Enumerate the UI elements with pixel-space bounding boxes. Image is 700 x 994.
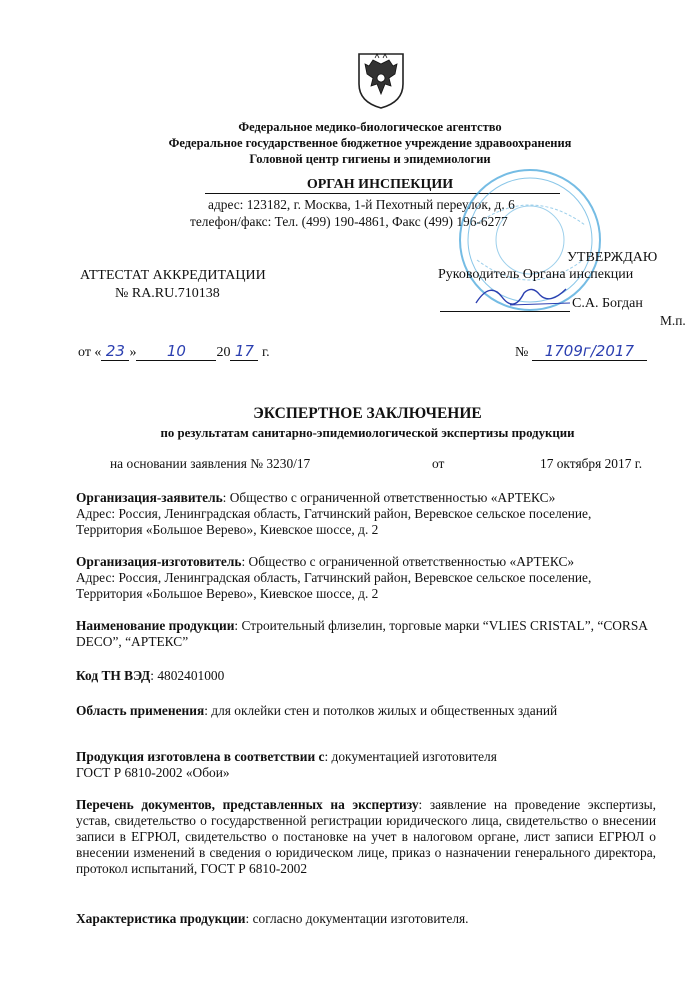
signature-icon <box>470 275 580 311</box>
applicant-address: Адрес: Россия, Ленинградская область, Гатчинский район, Веревское сельское поселение, Территория «Большое Верево», Киевское шоссе, д. 2 <box>76 506 592 537</box>
date-year: 17 <box>230 342 258 361</box>
basis-date: 17 октября 2017 г. <box>540 456 643 471</box>
basis-from: от <box>432 456 445 471</box>
product-section: Наименование продукции: Строительный флизелин, торговые марки “VLIES CRISTAL”, “CORSA DECO”, “АРТЕКС” <box>76 618 648 649</box>
tn-ved-code: Код ТН ВЭД: 4802401000 <box>76 668 225 683</box>
document-title: ЭКСПЕРТНОЕ ЗАКЛЮЧЕНИЕ <box>253 405 482 422</box>
stamp-place-mark: М.п. <box>660 313 686 328</box>
approve-title: УТВЕРЖДАЮ <box>567 250 658 265</box>
compliance-section: Продукция изготовлена в соответствии с: документацией изготовителя ГОСТ Р 6810-2002 «Обои» <box>76 749 497 780</box>
approve-role: Руководитель Органа инспекции <box>438 267 634 282</box>
conclusion-number: № 1709г/2017 <box>515 342 647 361</box>
coat-of-arms-icon <box>355 50 407 110</box>
number-handwritten: 1709г/2017 <box>532 342 647 361</box>
approver-name: С.А. Богдан <box>572 296 643 311</box>
document-subtitle: по результатам санитарно-эпидемиологической экспертизы продукции <box>160 426 575 440</box>
organ-phone: телефон/факс: Тел. (499) 190-4861, Факс (499) 196-6277 <box>190 214 508 229</box>
basis-text: на основании заявления № 3230/17 <box>110 456 311 471</box>
product-characteristic: Характеристика продукции: согласно документации изготовителя. <box>76 911 469 926</box>
institution-line: Федеральное государственное бюджетное учреждение здравоохранения <box>168 136 572 150</box>
organ-title: ОРГАН ИНСПЕКЦИИ <box>306 177 454 192</box>
conclusion-date: от « 23 » 10 20 17 г. <box>78 342 270 360</box>
manufacturer-section: Организация-изготовитель: Общество с ограниченной ответственностью «АРТЕКС» Адрес: Россия, Ленинградская область, Гатчинский район, Веревское сельское поселение, Территория «Большое Верево», Киевское шоссе, д. 2 <box>76 554 592 601</box>
center-line: Головной центр гигиены и эпидемиологии <box>249 152 491 166</box>
documents-section: Перечень документов, представленных на экспертизу: заявление на проведение экспертизы, устав, свидетельство о государственной регистрации юридического лица, свидетельство о внесении записи в ЕГРЮЛ, свидетельство о постановке на учет в налоговом органе, лист записи ЕГРЮЛ о внесении изменений в сведения о юридическом лице, приказ о назначении генерального директора, протокол испытаний, ГОСТ Р 6810-2002 <box>76 797 657 876</box>
date-day: 23 <box>101 342 129 361</box>
date-month: 10 <box>136 342 216 361</box>
attestat-title: АТТЕСТАТ АККРЕДИТАЦИИ <box>80 268 266 283</box>
applicant-section: Организация-заявитель: Общество с ограниченной ответственностью «АРТЕКС» Адрес: Россия, Ленинградская область, Гатчинский район, Веревское сельское поселение, Территория «Большое Верево», Киевское шоссе, д. 2 <box>76 490 592 537</box>
agency-line: Федеральное медико-биологическое агентство <box>238 120 502 134</box>
manufacturer-address: Адрес: Россия, Ленинградская область, Гатчинский район, Веревское сельское поселение, Территория «Большое Верево», Киевское шоссе, д. 2 <box>76 570 592 601</box>
organ-address: адрес: 123182, г. Москва, 1-й Пехотный переулок, д. 6 <box>208 197 515 212</box>
application-area: Область применения: для оклейки стен и потолков жилых и общественных зданий <box>76 703 558 718</box>
signature-line <box>440 311 570 312</box>
attestat-number: № RA.RU.710138 <box>115 286 220 301</box>
compliance-standard: ГОСТ Р 6810-2002 «Обои» <box>76 765 230 780</box>
